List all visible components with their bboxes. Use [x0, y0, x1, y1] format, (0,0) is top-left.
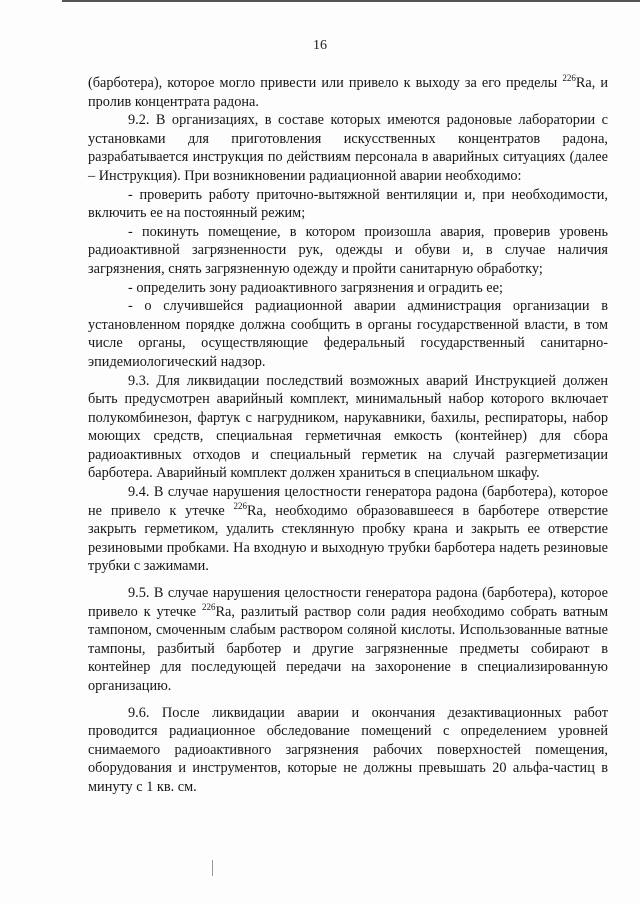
paragraph-9-6: 9.6. После ликвидации аварии и окончания дезактивационных работ проводится радиационное обследование помещений с определением уровней снимаемого радиоактивного загрязнения рабочих поверхностей помещения, оборудования и инструментов, которые не должны превышать 20 альфа-частиц в минуту с 1 кв. см. [88, 704, 608, 795]
paragraph-9-4-text-b: Ra, необходимо образовавшееся в барботере отверстие закрыть герметиком, удалить стеклянную пробку крана и закрыть ее отверстие резиновыми пробками. На входную и выходную трубки барботера надеть резиновые трубки с зажимами. [88, 502, 609, 575]
list-item-leave-room: - покинуть помещение, в котором произошла авария, проверив уровень радиоактивной загрязненности рук, одежды и обуви и, в случае наличия загрязнения, снять загрязненную одежду и пройти санитарную обработку; [88, 223, 608, 277]
paragraph-9-5-text-b: Ra, разлитый раствор соли радия необходимо собрать ватным тампоном, смоченным слабым раствором соляной кислоты. Использованные ватные тампоны, разбитый барботер и другие загрязненные предметы собирают в контейнер для последующей передачи на захоронение в специализированную организацию. [88, 603, 608, 694]
paragraph-9-2: 9.2. В организациях, в составе которых имеются радоновые лаборатории с установками для приготовления искусственных концентратов радона, разрабатывается инструкция по действиям персонала в аварийных ситуациях (далее – Инструкция). При возникновении радиационной аварии необходимо: [88, 112, 608, 184]
isotope-mass-number: 226 [562, 73, 576, 83]
paragraph-continuation-text-b: Ra, и пролив концентрата радона. [88, 75, 608, 110]
paragraph-continuation [88, 74, 608, 111]
paragraph-9-3: 9.3. Для ликвидации последствий возможных аварий Инструкцией должен быть предусмотрен аварийный комплект, минимальный набор которого включает полукомбинезон, фартук с нагрудником, нарукавники, бахилы, респираторы, набор моющих средств, специальная герметичная емкость (контейнер) для сбора радиоактивных отходов и специальный герметик на случай разгерметизации барботера. Аварийный комплект должен храниться в специальном шкафу. [88, 372, 608, 482]
paragraph-9-5-text-a: 9.5. В случае нарушения целостности генератора радона (барботера), которое привело к утечке [88, 585, 608, 620]
list-item-report-authorities: - о случившейся радиационной аварии администрация организации в установленном порядке должна сообщить в органы государственной власти, в том числе органы, осуществляющие федеральный государственный санитарно-эпидемиологический надзор. [88, 298, 608, 370]
paragraph-9-5 [88, 584, 608, 696]
paragraph-9-4-text-a: 9.4. В случае нарушения целостности генератора радона (барботера), которое не привело к утечке [88, 484, 608, 519]
scan-top-edge [62, 0, 640, 2]
paragraph-9-4 [88, 483, 608, 576]
isotope-mass-number: 226 [233, 500, 248, 511]
page-number: 16 [313, 38, 327, 53]
paragraph-continuation-text-a: (барботера), которое могло привести или привело к выходу за его пределы [88, 75, 563, 91]
scan-artifact-line [212, 860, 213, 876]
body-text [88, 74, 608, 797]
isotope-mass-number: 226 [201, 601, 216, 612]
list-item-contamination-zone: - определить зону радиоактивного загрязнения и оградить ее; [128, 279, 503, 296]
list-item-ventilation: - проверить работу приточно-вытяжной вентиляции и, при необходимости, включить ее на постоянный режим; [88, 186, 608, 222]
